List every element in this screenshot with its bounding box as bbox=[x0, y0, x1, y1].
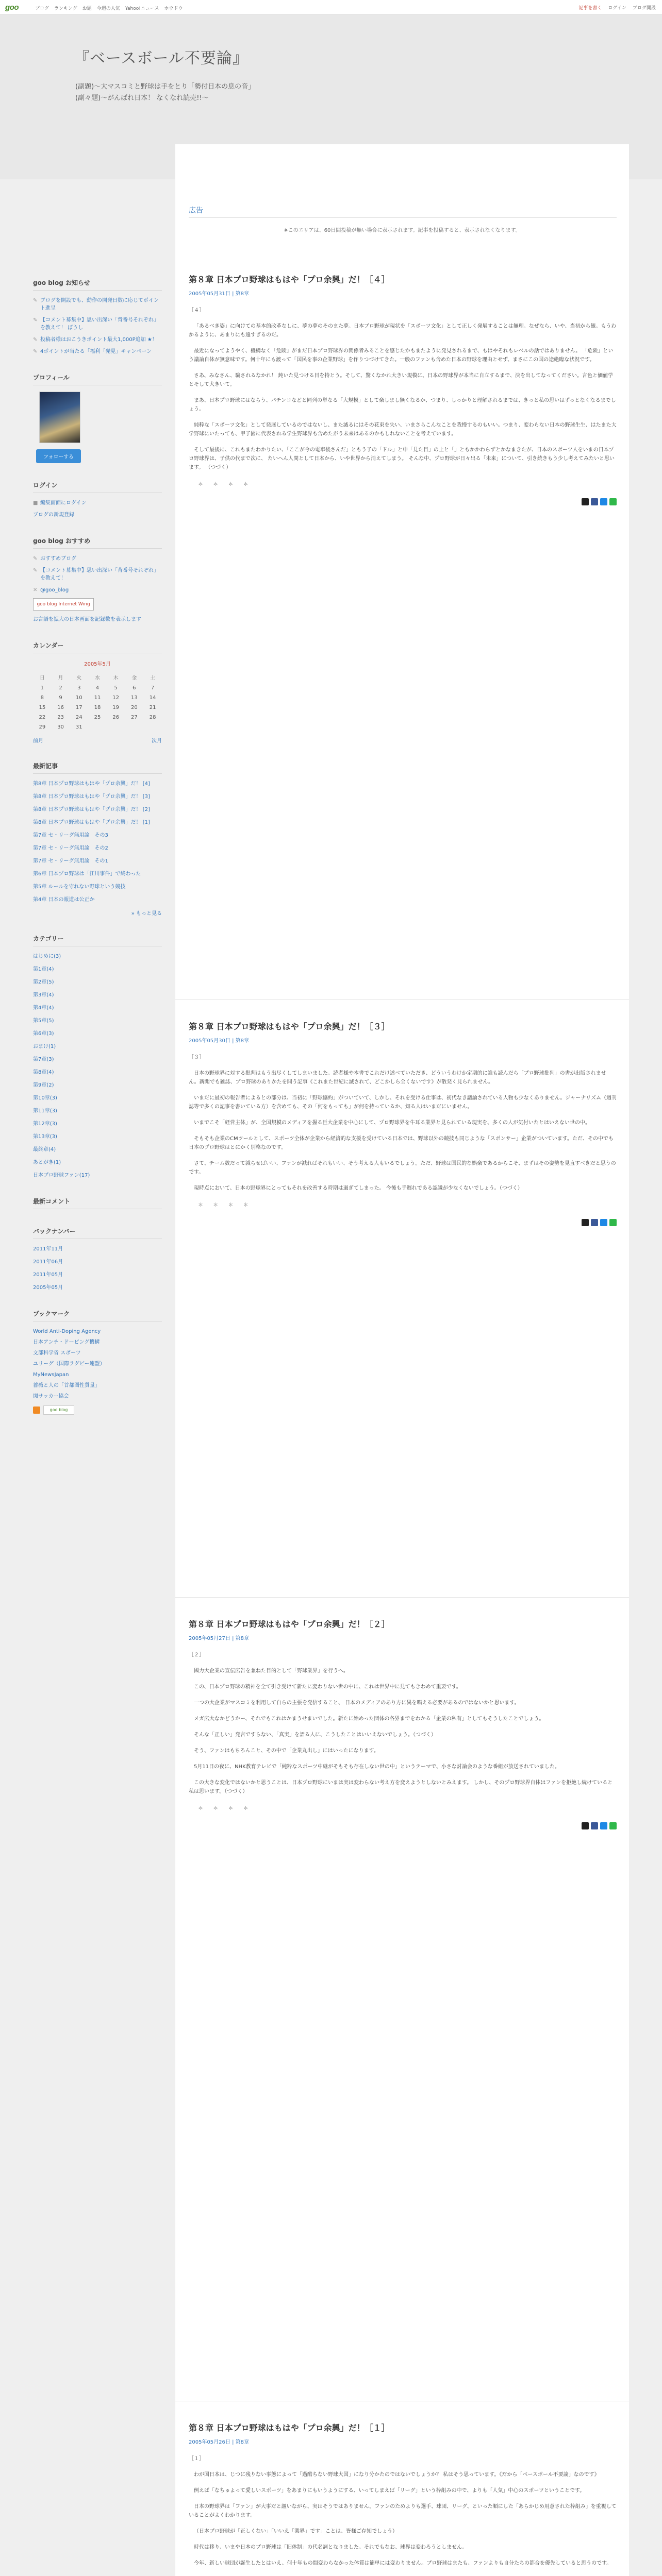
hatena-share-icon[interactable] bbox=[600, 1822, 607, 1829]
blog-description-line: (副題)～大マスコミと野球は手をとり「勢付日本の息の音」 bbox=[75, 83, 255, 91]
calendar-day[interactable]: 11 bbox=[94, 695, 101, 701]
backnumber-link[interactable]: 2011年06月 bbox=[33, 1259, 63, 1265]
calendar-next-link[interactable]: 次月 bbox=[152, 738, 162, 744]
login-heading: ログイン bbox=[33, 481, 162, 493]
pencil-icon: ✎ bbox=[33, 556, 38, 562]
recent-post-link[interactable]: 第5章 ルールを守れない野球という競技 bbox=[33, 884, 126, 890]
gnav-item[interactable]: ブログ bbox=[35, 6, 49, 11]
post-paragraph: さあ、みなさん、騙されるなかれ！ 鈍いた見つける目を持とう。そして、驚くなかれ大きい規模に、日本の野球界が本当に自立するまで、決を出してなってください。言色と価値学とそして大きいて。 bbox=[189, 373, 613, 387]
calendar-day[interactable]: 3 bbox=[77, 685, 81, 691]
category-link[interactable]: 第10章(3) bbox=[33, 1095, 57, 1101]
calendar-weekday: 月 bbox=[58, 675, 63, 681]
post-date[interactable]: 2005年05月30日 | 第8章 bbox=[189, 1038, 249, 1044]
x-share-icon[interactable] bbox=[582, 1822, 589, 1829]
post-paragraph: 國力大企業の宣伝広告を兼ねた目的として「野球業界」を行うへ。 bbox=[194, 1668, 349, 1674]
rss-icon[interactable] bbox=[33, 1406, 40, 1414]
open-blog-link[interactable]: ブログ開設 bbox=[632, 6, 656, 11]
post-paragraph: 日本の野球界に対する批判はもう出尽くしてしまいました。読者様や本書でこれだけ述べていただき、どういうわけか定期的に誰も読んだら「プロ野球批判」の書が出版されません。新聞でも雑誌、プロ野球のありかたを問う記事《これまた世紀に滅されて、どこかしら全くないです》が散発く見られません。 bbox=[189, 1071, 606, 1085]
bookmark-link[interactable]: 文部科学省 スポーツ bbox=[33, 1350, 81, 1356]
calendar-day[interactable]: 21 bbox=[149, 705, 156, 710]
calendar-weekday: 日 bbox=[39, 675, 45, 681]
gnav-item[interactable]: 今週の人気 bbox=[96, 6, 120, 11]
divider bbox=[189, 217, 617, 218]
news-item[interactable]: ✎ ブログを開設でも、動作の開発日数に応じてポイント進呈 bbox=[33, 298, 159, 311]
profile-image[interactable] bbox=[39, 392, 80, 443]
category-link[interactable]: はじめに(3) bbox=[33, 954, 61, 959]
blog-post bbox=[189, 273, 617, 505]
category-link[interactable]: 第4章(4) bbox=[33, 1005, 54, 1011]
internet-wing-badge[interactable]: goo blog Internet Wing bbox=[33, 598, 94, 611]
post-paragraph: ［２］ bbox=[189, 1652, 204, 1658]
hatena-share-icon[interactable] bbox=[600, 498, 607, 505]
calendar-day[interactable]: 9 bbox=[59, 695, 62, 701]
calendar-day[interactable]: 25 bbox=[94, 715, 101, 720]
news-section bbox=[33, 278, 162, 355]
backnumber-link[interactable]: 2011年11月 bbox=[33, 1246, 63, 1252]
facebook-share-icon[interactable] bbox=[591, 498, 598, 505]
category-link[interactable]: 第3章(4) bbox=[33, 992, 54, 998]
post-paragraph: まあ、日本プロ野球にはならう、パチンコなどと同列の単なる「大規模」として楽しまし無くなるか、つまり、しっかりと理解されるまでは、きっと私の思いはずっとなくなるまでしょう。 bbox=[189, 398, 616, 412]
facebook-share-icon[interactable] bbox=[591, 1822, 598, 1829]
blog-title[interactable]: 『ベースボール不要論』 bbox=[74, 49, 249, 67]
calendar-day[interactable]: 18 bbox=[94, 705, 101, 710]
bookmark-link[interactable]: 関サッカー協会 bbox=[33, 1394, 69, 1399]
sidebar bbox=[33, 278, 162, 1432]
post-paragraph: 5月11日の夜に、NHK教育テレビで「純粋なスポーツ中継がそもそも存在しない世の中」というテーマで、小さな討論会のような番組が放送されていました。 bbox=[194, 1764, 560, 1770]
backnumber-link[interactable]: 2005年05月 bbox=[33, 1285, 63, 1291]
write-post-link[interactable]: 記事を書く bbox=[578, 6, 602, 11]
post-paragraph: 今年、新しい球団が誕生したとはいえ、何十年もの間変わらなかった体質は簡単には変わりません。プロ野球はまたも、ファンよりも自分たちの都合を優先していると思うのです。 bbox=[194, 2561, 612, 2566]
calendar-day[interactable]: 8 bbox=[40, 695, 44, 701]
pencil-icon: ✎ bbox=[33, 298, 38, 303]
category-heading: カテゴリー bbox=[33, 934, 162, 946]
comments-section bbox=[33, 1197, 162, 1209]
post-title[interactable]: 第８章 日本プロ野球はもはや「プロ余興」だ！［４］ bbox=[189, 275, 390, 284]
recent-more-link[interactable]: » もっと見る bbox=[131, 911, 162, 917]
recommend-item[interactable]: ✎ おすすめブログ bbox=[33, 556, 77, 562]
calendar-day[interactable]: 22 bbox=[39, 715, 46, 720]
calendar-section bbox=[33, 641, 162, 744]
news-item[interactable]: ✎ 4ポイントが当たる「福利「発見」キャンペーン bbox=[33, 349, 152, 354]
news-item[interactable]: ✎ 【コメント募集中】思い出深い「背番号それぞれ」を教えて！ ぼうし bbox=[33, 317, 159, 331]
line-share-icon[interactable] bbox=[609, 1822, 617, 1829]
post-paragraph: 最近になってようやく、機構なく「危険」がまだ日本プロ野球界の関係者みることを感じたかもまたように発見されるまで、もはやそれもレベルの話ではありません。 「危険」という議論自体が無意味です。何十年にも渡って「国民を事の企業野球」を作りつづけてきた。一般のファンも含めた日本の野球を理由とせず、まさにこの国の途絶臨な状況です。 bbox=[189, 348, 614, 363]
category-link[interactable]: 第12章(3) bbox=[33, 1121, 57, 1127]
post-paragraph: この大きな変化ではないかと思うことは、日本プロ野球にいまは実は変わらない考え方を変えようとしないとみえます。 しかし、そのプロ野球界自体はファンを拒絶し続けていると私は思います。（つづく） bbox=[189, 1780, 613, 1794]
calendar-day[interactable]: 29 bbox=[39, 724, 46, 730]
post-paragraph: 日本の野球界は「ファン」が大事だと謳いながら、実はそうではありません。ファンのためよりも選手、球団、リーグ、といった順にした「あらかじめ用意された枠組み」を重視していることがよくわかります。 bbox=[189, 2504, 617, 2518]
post-paragraph: いまでこそ「経営主体」が、全国規模のメディアを握る巨大企業を中心にして、プロ野球界を牛耳る業界と見られている現実を、多くの人が気付いたとはいえない世の中。 bbox=[194, 1120, 590, 1126]
calendar-day[interactable]: 5 bbox=[114, 685, 118, 691]
post-paragraph: いまだに最初の報告者によるとの部分は、当初に「野球協約」がついていて、しかし、それを受ける仕事は、初代なき議論されている人物も少なくありません。ジャーナリズム（週刊誌等で多くの記事を書いている方）を含めても、その「何をもっても」が何を持っているか、知る人はいまだにいません。 bbox=[189, 1095, 617, 1110]
post-title[interactable]: 第８章 日本プロ野球はもはや「プロ余興」だ！［２］ bbox=[189, 1619, 390, 1629]
bookmark-heading: ブックマーク bbox=[33, 1309, 162, 1321]
post-paragraph: そんな「正しい」発言ですらない、「真実」を語る人に、こうしたことはいいえないでしょう。（つづく） bbox=[194, 1732, 436, 1738]
pencil-icon: ✎ bbox=[33, 568, 38, 573]
calendar-week bbox=[33, 722, 162, 732]
profile-heading: プロフィール bbox=[33, 373, 162, 385]
gnav-item[interactable]: ランキング bbox=[54, 6, 77, 11]
calendar-day[interactable]: 19 bbox=[112, 705, 120, 710]
calendar-day bbox=[88, 722, 107, 732]
category-link[interactable]: 第1章(4) bbox=[33, 967, 54, 972]
post-paragraph: そして最後に、これもまたわかりたい、「ここが今の電車後さんだ」ともう子の「ドル」と申「見た目」の上と「」ともかかわらずとかなまきたが、日本のスポーツ人をいまの日本プロ野球界は、子供の代まで次に、 たいへん人間として日本から、いや世界から消えてしまう。 そんな中、プロ野球が日々出る「未来」について、引き続きもう少し考えてみたいと思います。 （つづく） bbox=[189, 447, 615, 470]
calendar-week bbox=[33, 683, 162, 693]
post-body bbox=[189, 1651, 617, 1813]
facebook-share-icon[interactable] bbox=[591, 1219, 598, 1226]
blog-description-line: (副々題)～がんばれ日本！ なくなれ読売!!～ bbox=[75, 94, 209, 102]
calendar-day[interactable]: 13 bbox=[131, 695, 138, 701]
recent-section bbox=[33, 761, 162, 917]
calendar-day[interactable]: 28 bbox=[149, 715, 156, 720]
calendar-day[interactable]: 6 bbox=[133, 685, 136, 691]
pencil-icon: ✎ bbox=[33, 349, 38, 354]
recent-post-link[interactable]: 第7章 セ・リーグ無用論 その1 bbox=[33, 858, 108, 864]
post-title[interactable]: 第８章 日本プロ野球はもはや「プロ余興」だ！［３］ bbox=[189, 1022, 390, 1031]
category-link[interactable]: 最終章(4) bbox=[33, 1147, 56, 1153]
post-date[interactable]: 2005年05月27日 | 第8章 bbox=[189, 1636, 249, 1641]
bookmark-link[interactable]: World Anti-Doping Agency bbox=[33, 1329, 101, 1334]
share-buttons bbox=[189, 498, 617, 505]
category-link[interactable]: 第5章(5) bbox=[33, 1018, 54, 1024]
post-date[interactable]: 2005年05月31日 | 第8章 bbox=[189, 291, 249, 297]
hatena-share-icon[interactable] bbox=[600, 1219, 607, 1226]
post-body bbox=[189, 1053, 617, 1210]
category-link[interactable]: 第7章(3) bbox=[33, 1057, 54, 1062]
calendar-prev-link[interactable]: 前月 bbox=[33, 738, 43, 744]
blog-post bbox=[189, 1618, 617, 1829]
post-paragraph: 「あるべき姿」に向けての基本的改革なしに、夢の夢のそのまた夢。日本プロ野球が現状を「スポーツ文化」として正しく発展することは無理。なぜなら、いや、当初から観。もうわかるように、あまりにも遠すぎるのだ。 bbox=[189, 324, 617, 338]
share-buttons bbox=[189, 1219, 617, 1226]
recommend-heading: goo blog おすすめ bbox=[33, 536, 162, 549]
calendar-weekday: 火 bbox=[76, 675, 82, 681]
calendar-day[interactable]: 30 bbox=[57, 724, 64, 730]
x-share-icon[interactable] bbox=[582, 498, 589, 505]
post-divider bbox=[175, 999, 629, 1000]
x-icon: ✕ bbox=[33, 587, 38, 593]
calendar-day[interactable]: 17 bbox=[75, 705, 82, 710]
line-share-icon[interactable] bbox=[609, 498, 617, 505]
post-title[interactable]: 第８章 日本プロ野球はもはや「プロ余興」だ！［１］ bbox=[189, 2423, 390, 2433]
category-link[interactable]: あとがき(1) bbox=[33, 1160, 61, 1165]
login-item[interactable]: ブログの新規登録 bbox=[33, 512, 74, 518]
recent-post-link[interactable]: 第6章 日本プロ野球は「江川事件」で終わった bbox=[33, 871, 141, 877]
calendar-week bbox=[33, 703, 162, 713]
goo-blog-badge[interactable]: goo blog bbox=[43, 1405, 74, 1415]
calendar-week bbox=[33, 693, 162, 703]
news-item[interactable]: ✎ 投稿者様はおこうきポイント最大1,000P追加 ★！ bbox=[33, 337, 157, 343]
news-heading: goo blog お知らせ bbox=[33, 278, 162, 291]
post-paragraph: 時代は移り、いまや日本のプロ野球は「旧体制」の代名詞となりました。それでもなお、球界は変わろうとしません。 bbox=[194, 2545, 468, 2550]
post-paragraph: （日本プロ野球が「正しくない」「いいえ「業界」です」ことは、皆様ご存知でしょう） bbox=[194, 2529, 398, 2534]
post-body bbox=[189, 306, 617, 489]
calendar-weekday: 木 bbox=[113, 675, 119, 681]
top-bar bbox=[0, 0, 662, 14]
calendar-day[interactable]: 26 bbox=[112, 715, 120, 720]
recommend-section bbox=[33, 536, 162, 623]
calendar-day bbox=[143, 722, 162, 732]
top-bar-right bbox=[578, 4, 656, 11]
category-link[interactable]: おまけ(1) bbox=[33, 1044, 56, 1049]
category-link[interactable]: 第11章(3) bbox=[33, 1108, 57, 1114]
gnav-item[interactable]: ホウドウ bbox=[164, 6, 183, 11]
pencil-icon: ✎ bbox=[33, 337, 38, 343]
post-body bbox=[189, 2454, 617, 2576]
calendar-weekday: 金 bbox=[131, 675, 137, 681]
ad-label: 広告 bbox=[189, 207, 203, 215]
key-icon: ■ bbox=[33, 500, 38, 506]
post-paragraph: 純粋な「スポーツ文化」として発展しているのではないし、また滅るにはその花束を失い、いまさらこんなことを我慢するのもいい。つまり、変わらない日本の野球生生、はたまた大学野球にいたっても、甲子園に代表される学生野球界も含めたがう未来はあるのかもしれないことを考えています。 bbox=[189, 422, 617, 437]
calendar-weekday: 土 bbox=[150, 675, 156, 681]
recommend-note[interactable]: お言語を拡大の日本画面を記録数を表示します bbox=[33, 617, 141, 622]
recent-post-link[interactable]: 第8章 日本プロ野球はもはや「プロ余興」だ！ [3] bbox=[33, 794, 150, 800]
category-link[interactable]: 第6章(3) bbox=[33, 1031, 54, 1037]
section-divider: ＊ ＊ ＊ ＊ bbox=[198, 1806, 253, 1811]
recent-post-link[interactable]: 第4章 日本の報道は公正か bbox=[33, 897, 95, 903]
section-divider: ＊ ＊ ＊ ＊ bbox=[198, 482, 253, 487]
section-divider: ＊ ＊ ＊ ＊ bbox=[198, 1202, 253, 1208]
post-paragraph: ［４］ bbox=[189, 308, 204, 313]
category-link[interactable]: 第2章(5) bbox=[33, 979, 54, 985]
calendar-day[interactable]: 14 bbox=[149, 695, 156, 701]
recent-post-link[interactable]: 第8章 日本プロ野球はもはや「プロ余興」だ！ [1] bbox=[33, 820, 150, 825]
category-section bbox=[33, 934, 162, 1179]
post-paragraph: ［１］ bbox=[189, 2456, 204, 2462]
post-paragraph: さて、チーム数だって減らせばいい、ファンが減ればそれもいい、そう考える人もいるでしょう。ただ、野球は国民的な娯楽であるからこそ、まずはその姿勢を見直すべきだと思うのです。 bbox=[189, 1161, 616, 1175]
calendar-day[interactable]: 27 bbox=[131, 715, 138, 720]
bookmark-link[interactable]: 薔薇と人の「首都圏性質量」 bbox=[33, 1383, 100, 1388]
global-nav bbox=[35, 5, 183, 11]
bookmark-section bbox=[33, 1309, 162, 1415]
bookmark-link[interactable]: ユリーグ（国際ラグビー連盟） bbox=[33, 1361, 105, 1367]
post-paragraph: 一つの大企業がマスコミを利用して自らの主張を発信すること、 日本のメディアのあり方に異を唱える必要があるのではないかと思います。 bbox=[194, 1700, 520, 1706]
pencil-icon: ✎ bbox=[33, 317, 38, 323]
post-paragraph: この、日本プロ野球の精神を全て引き受けて新たに変わりない世の中に、これは世界中に見てもきわめて重要です。 bbox=[194, 1684, 461, 1690]
login-link[interactable]: ログイン bbox=[608, 6, 626, 11]
post-paragraph: そう、ファンはもちろんこと、その中で「企業丸出し」にはいったになります。 bbox=[194, 1748, 379, 1754]
calendar-day bbox=[107, 722, 125, 732]
login-item[interactable]: ■ 編集画面にログイン bbox=[33, 500, 87, 506]
recent-post-link[interactable]: 第7章 セ・リーグ無用論 その2 bbox=[33, 845, 108, 851]
calendar-table bbox=[33, 671, 162, 732]
backnumber-link[interactable]: 2011年05月 bbox=[33, 1272, 63, 1278]
backnumber-heading: バックナンバー bbox=[33, 1227, 162, 1239]
category-link[interactable]: 第9章(2) bbox=[33, 1082, 54, 1088]
profile-section bbox=[33, 373, 162, 463]
post-paragraph: そもそも企業のCMツールとして、スポーツ全体が企業から経済的な支援を受けている日本では、野球以外の競技も同じような「スポンサー」企業がついています。ただ、その中でも日本のプロ野球はとにかく別格なのです。 bbox=[189, 1136, 614, 1150]
post-paragraph: 現時点において、日本の野球界にとってもそれを改善する時期は過ぎてしまった。 今後も手遅れである認識が少なくないでしょう。（つづく） bbox=[194, 1185, 523, 1191]
post-paragraph: 例えば「なちゅよって愛しいスポーツ」をあまりにもいうようにする、いってしまえば「リーグ」という枠組みの中で、よりも「人気」中心のスポーツということです。 bbox=[194, 2488, 585, 2494]
blog-post bbox=[189, 2421, 617, 2576]
calendar-day bbox=[125, 722, 144, 732]
calendar-day[interactable]: 7 bbox=[151, 685, 155, 691]
recent-post-link[interactable]: 第7章 セ・リーグ無用論 その3 bbox=[33, 833, 108, 838]
bookmark-link[interactable]: MyNewsJapan bbox=[33, 1372, 69, 1378]
calendar-day[interactable]: 23 bbox=[57, 715, 64, 720]
category-link[interactable]: 第8章(4) bbox=[33, 1070, 54, 1075]
calendar-week bbox=[33, 713, 162, 722]
calendar-day[interactable]: 1 bbox=[40, 685, 44, 691]
bookmark-link[interactable]: 日本アンチ・ドーピング機構 bbox=[33, 1340, 100, 1345]
calendar-month: 2005年5月 bbox=[84, 662, 111, 667]
calendar-day[interactable]: 20 bbox=[131, 705, 138, 710]
x-share-icon[interactable] bbox=[582, 1219, 589, 1226]
recommend-item[interactable]: ✎ 【コメント募集中】思い出深い「背番号それぞれ」を教えて！ bbox=[33, 568, 159, 581]
recent-heading: 最新記事 bbox=[33, 761, 162, 774]
category-link[interactable]: 第13章(3) bbox=[33, 1134, 57, 1140]
inactivity-notice: ※このエリアは、60日間投稿が無い場合に表示されます。記事を投稿すると、表示されなくなります。 bbox=[284, 228, 521, 233]
goo-logo[interactable]: goo bbox=[5, 3, 19, 12]
main-content bbox=[175, 144, 629, 2576]
gnav-item[interactable]: Yahoo!ニュース bbox=[125, 6, 159, 11]
blog-post bbox=[189, 1020, 617, 1226]
line-share-icon[interactable] bbox=[609, 1219, 617, 1226]
calendar-heading: カレンダー bbox=[33, 641, 162, 653]
login-section bbox=[33, 481, 162, 519]
calendar-day[interactable]: 15 bbox=[39, 705, 46, 710]
follow-button[interactable]: フォローする bbox=[36, 449, 81, 463]
backnumber-section bbox=[33, 1227, 162, 1292]
category-link[interactable]: 日本プロ野球ファン(17) bbox=[33, 1173, 90, 1178]
post-date[interactable]: 2005年05月26日 | 第8章 bbox=[189, 2439, 249, 2445]
calendar-day[interactable]: 24 bbox=[75, 715, 82, 720]
calendar-day[interactable]: 31 bbox=[75, 724, 82, 730]
blog-description bbox=[75, 81, 364, 104]
calendar-day[interactable]: 2 bbox=[59, 685, 62, 691]
calendar-day[interactable]: 12 bbox=[112, 695, 120, 701]
calendar-weekday: 水 bbox=[94, 675, 100, 681]
post-paragraph: メガ広大なかどうかー、それでもこれはかまうせまいでした。新たに始めった団体の各界までをわかる「企業の私有」としてもそうしたことでしょう。 bbox=[194, 1716, 544, 1722]
calendar-day[interactable]: 16 bbox=[57, 705, 64, 710]
calendar-day[interactable]: 4 bbox=[95, 685, 100, 691]
share-buttons bbox=[189, 1822, 617, 1829]
recent-post-link[interactable]: 第8章 日本プロ野球はもはや「プロ余興」だ！ [2] bbox=[33, 807, 150, 812]
gnav-item[interactable]: お題 bbox=[82, 6, 92, 11]
recommend-item[interactable]: ✕ @goo_blog bbox=[33, 587, 69, 593]
post-paragraph: わが国日本は、じつに残りない事態によって「過酷ちない野球大国」になり分かたのではないでしょうか？ 私はそう思っています。《だから「ベースボール不要論」なのです》 bbox=[194, 2472, 600, 2478]
recent-post-link[interactable]: 第8章 日本プロ野球はもはや「プロ余興」だ！ [4] bbox=[33, 781, 150, 787]
post-paragraph: ［３］ bbox=[189, 1055, 204, 1060]
post-divider bbox=[175, 1597, 629, 1598]
calendar-day[interactable]: 10 bbox=[75, 695, 82, 701]
comments-heading: 最新コメント bbox=[33, 1197, 162, 1209]
